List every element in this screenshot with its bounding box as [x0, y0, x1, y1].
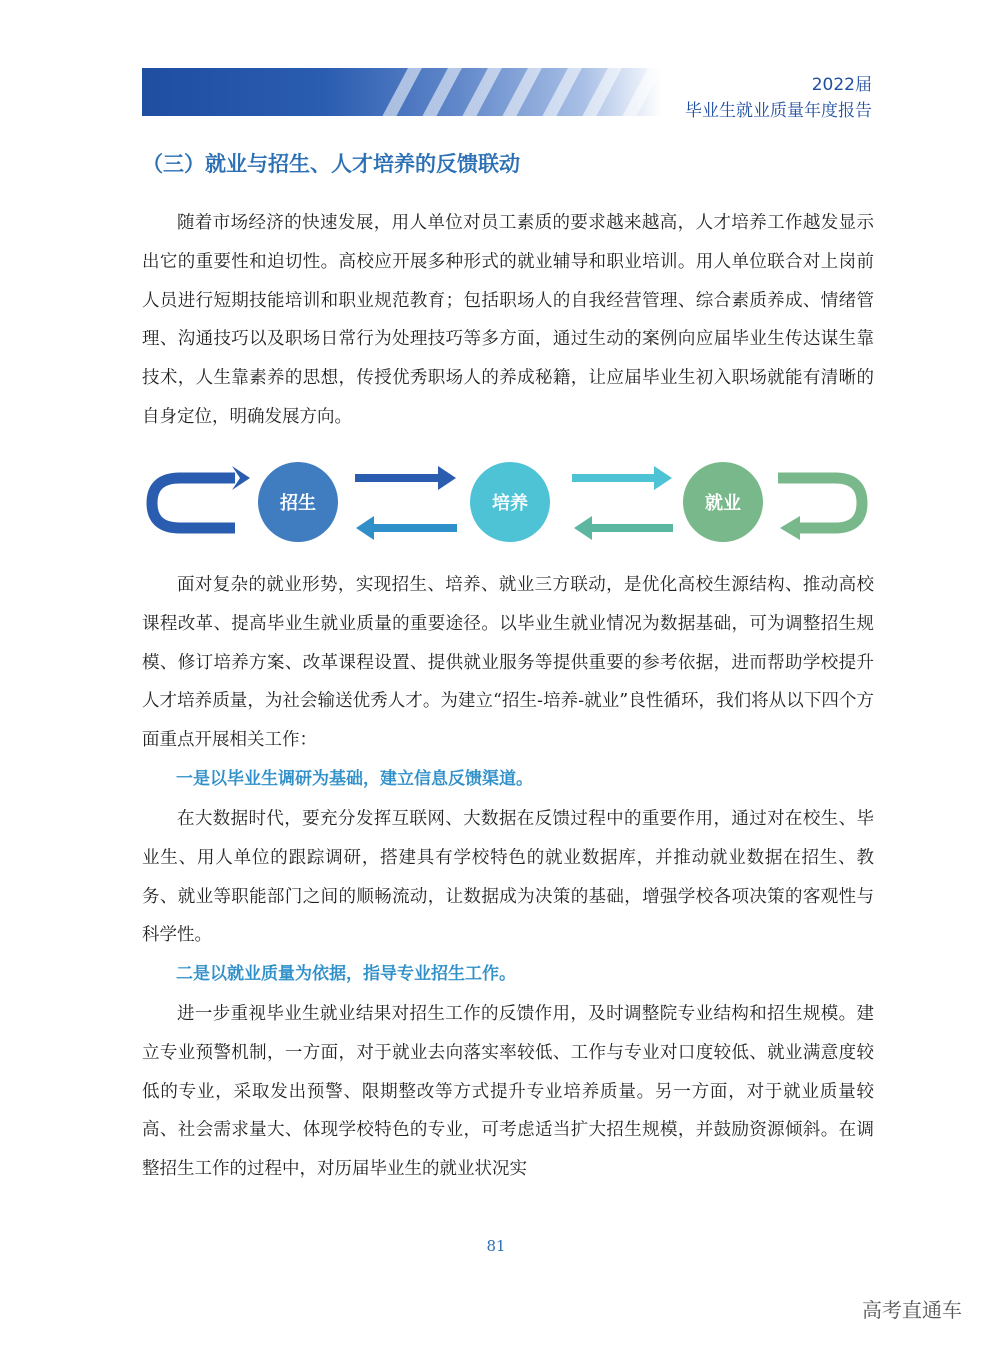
section-heading: （三）就业与招生、人才培养的反馈联动: [142, 152, 520, 176]
report-year: 2022届: [811, 75, 872, 95]
node-employment: 就业: [683, 462, 763, 542]
watermark-text: 高考直通车: [862, 1298, 962, 1322]
node-training: 培养: [470, 462, 550, 542]
node-enrollment: 招生: [258, 462, 338, 542]
subheading-survey-feedback: 一是以毕业生调研为基础，建立信息反馈渠道。: [176, 769, 533, 789]
paragraph-big-data: 在大数据时代，要充分发挥互联网、大数据在反馈过程中的重要作用，通过对在校生、毕业生、用人单位的跟踪调研，搭建具有学校特色的就业数据库，并推动就业数据在招生、教务、就业等职能部门之间的顺畅流动，让数据成为决策的基础，增强学校各项决策的客观性与科学性。: [142, 809, 874, 946]
paragraph-enrollment-guidance: 进一步重视毕业生就业结果对招生工作的反馈作用，及时调整院专业结构和招生规模。建立专业预警机制，一方面，对于就业去向落实率较低、工作与专业对口度较低、就业满意度较低的专业，采取发出预警、限期整改等方式提升专业培养质量。另一方面，对于就业质量较高、社会需求量大、体现学校特色的专业，可考虑适当扩大招生规模，并鼓励资源倾斜。在调整招生工作的过程中，对历届毕业生的就业状况实: [142, 1004, 874, 1180]
left-loop-arrow-icon: [152, 478, 235, 528]
header-banner: [142, 68, 662, 116]
subheading-employment-quality: 二是以就业质量为依据，指导专业招生工作。: [176, 964, 516, 984]
right-loop-arrow-icon: [778, 478, 862, 528]
page-number: 81: [486, 1237, 506, 1255]
feedback-loop-diagram: [140, 458, 880, 548]
report-title: 毕业生就业质量年度报告: [685, 101, 872, 121]
paragraph-talent-training: 随着市场经济的快速发展，用人单位对员工素质的要求越来越高，人才培养工作越发显示出它的重要性和迫切性。高校应开展多种形式的就业辅导和职业培训。用人单位联合对上岗前人员进行短期技能培训和职业规范教育；包括职场人的自我经营管理、综合素质养成、情绪管理、沟通技巧以及职场日常行为处理技巧等多方面，通过生动的案例向应届毕业生传达谋生靠技术，人生靠素养的思想，传授优秀职场人的养成秘籍，让应届毕业生初入职场就能有清晰的自身定位，明确发展方向。: [142, 213, 874, 427]
paragraph-three-way-linkage: 面对复杂的就业形势，实现招生、培养、就业三方联动，是优化高校生源结构、推动高校课程改革、提高毕业生就业质量的重要途径。以毕业生就业情况为数据基础，可为调整招生规模、修订培养方案、改革课程设置、提供就业服务等提供重要的参考依据，进而帮助学校提升人才培养质量，为社会输送优秀人才。为建立“招生-培养-就业”良性循环，我们将从以下四个方面重点开展相关工作：: [142, 575, 874, 751]
